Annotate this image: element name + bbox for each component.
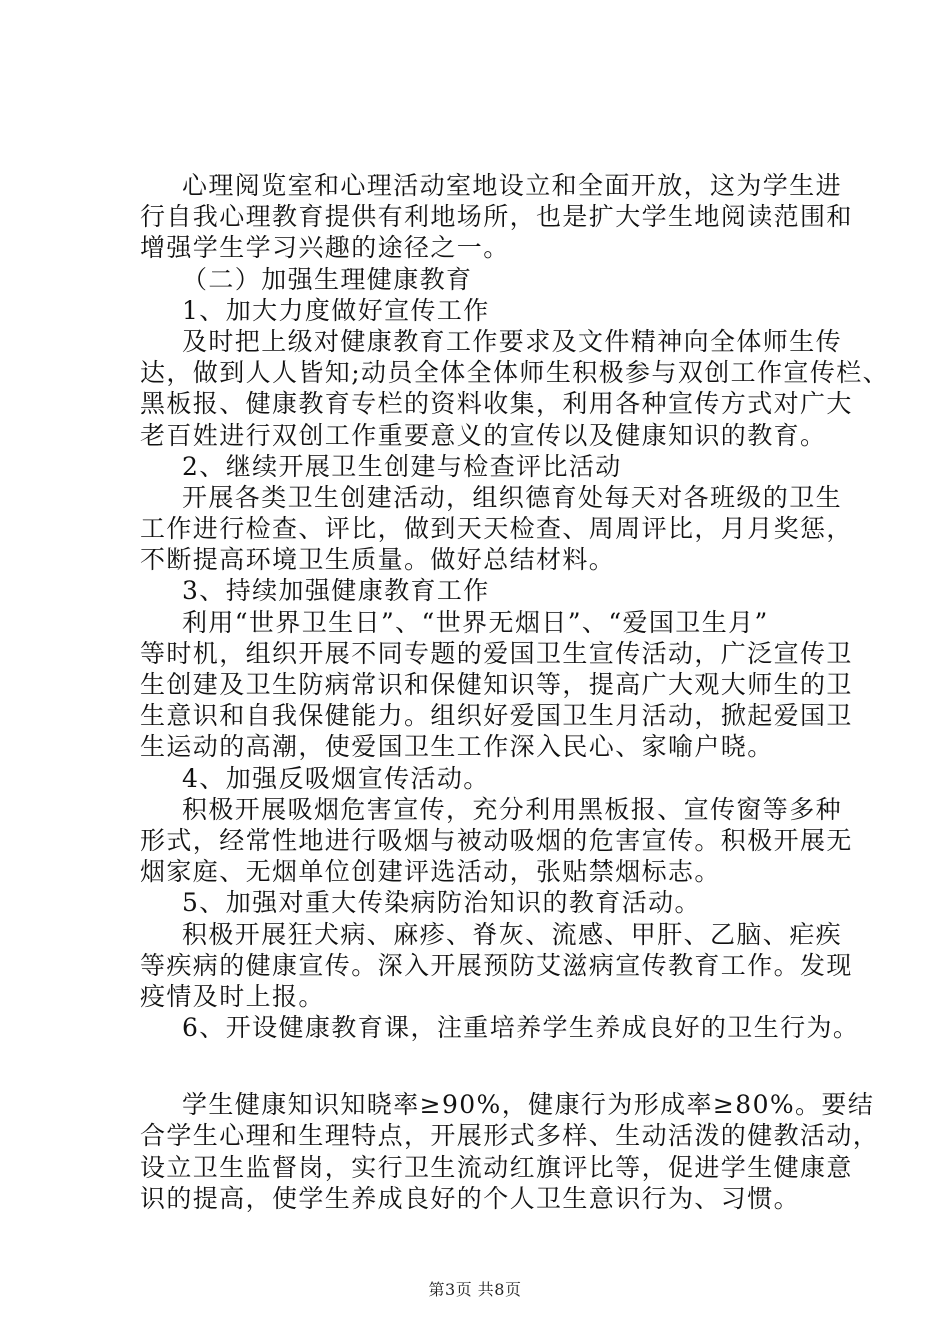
subsection-heading: 4、加强反吸烟宣传活动。 [182, 763, 490, 793]
paragraph-line: 老百姓进行双创工作重要意义的宣传以及健康知识的教育。 [140, 420, 827, 450]
paragraph-line: 生创建及卫生防病常识和保健知识等，提高广大观大师生的卫 [140, 670, 853, 699]
paragraph-line: 等时机，组织开展不同专题的爱国卫生宣传活动，广泛宣传卫 [140, 638, 853, 668]
paragraph-line: 达，做到人人皆知;动员全体全体师生积极参与双创工作宣传栏、 [140, 358, 890, 388]
paragraph-line: 开展各类卫生创建活动，组织德育处每天对各班级的卫生 [182, 482, 843, 512]
paragraph-line: 增强学生学习兴趣的途径之一。 [140, 233, 510, 263]
paragraph-line: 设立卫生监督岗，实行卫生流动红旗评比等，促进学生健康意 [140, 1152, 853, 1182]
paragraph-line: 黑板报、健康教育专栏的资料收集，利用各种宣传方式对广大 [140, 389, 853, 419]
paragraph-line: 烟家庭、无烟单位创建评选活动，张贴禁烟标志。 [140, 857, 721, 887]
paragraph-line: 积极开展狂犬病、麻疹、脊灰、流感、甲肝、乙脑、疟疾 [182, 919, 843, 949]
subsection-heading: 1、加大力度做好宣传工作 [182, 295, 490, 325]
paragraph-line: 行自我心理教育提供有利地场所，也是扩大学生地阅读范围和 [140, 202, 853, 232]
paragraph-line: 积极开展吸烟危害宣传，充分利用黑板报、宣传窗等多种 [182, 794, 843, 824]
subsection-heading: 6、开设健康教育课，注重培养学生养成良好的卫生行为。 [182, 1013, 860, 1043]
paragraph-line: 及时把上级对健康教育工作要求及文件精神向全体师生传 [182, 326, 843, 356]
subsection-heading: 3、持续加强健康教育工作 [182, 576, 490, 606]
paragraph-line: 形式，经常性地进行吸烟与被动吸烟的危害宣传。积极开展无 [140, 825, 853, 855]
subsection-heading: 2、继续开展卫生创建与检查评比活动 [182, 451, 622, 481]
subsection-heading: 5、加强对重大传染病防治知识的教育活动。 [182, 888, 701, 918]
paragraph-line: 生运动的高潮，使爱国卫生工作深入民心、家喻户晓。 [140, 732, 774, 762]
paragraph-line: 疫情及时上报。 [140, 981, 325, 1011]
paragraph-line: 工作进行检查、评比，做到天天检查、周周评比，月月奖惩， [140, 514, 853, 544]
paragraph-line: 等疾病的健康宣传。深入开展预防艾滋病宣传教育工作。发现 [140, 950, 853, 980]
page-number-footer: 第3页 共8页 [428, 1280, 522, 1299]
document-body [140, 170, 890, 1214]
paragraph-line: 心理阅览室和心理活动室地设立和全面开放，这为学生进 [182, 171, 843, 200]
paragraph-line: 识的提高，使学生养成良好的个人卫生意识行为、习惯。 [140, 1183, 801, 1213]
paragraph-line: 合学生心理和生理特点，开展形式多样、生动活泼的健教活动， [140, 1121, 880, 1151]
paragraph-line: 学生健康知识知晓率≥90%，健康行为形成率≥80%。要结 [182, 1090, 875, 1120]
paragraph-spacer [140, 1043, 830, 1089]
section-heading: （二）加强生理健康教育 [182, 264, 473, 294]
paragraph-line: 生意识和自我保健能力。组织好爱国卫生月活动，掀起爱国卫 [140, 701, 853, 731]
paragraph-line: 不断提高环境卫生质量。做好总结材料。 [140, 545, 616, 575]
paragraph-line: 利用“世界卫生日”、“世界无烟日”、“爱国卫生月” [182, 607, 769, 637]
